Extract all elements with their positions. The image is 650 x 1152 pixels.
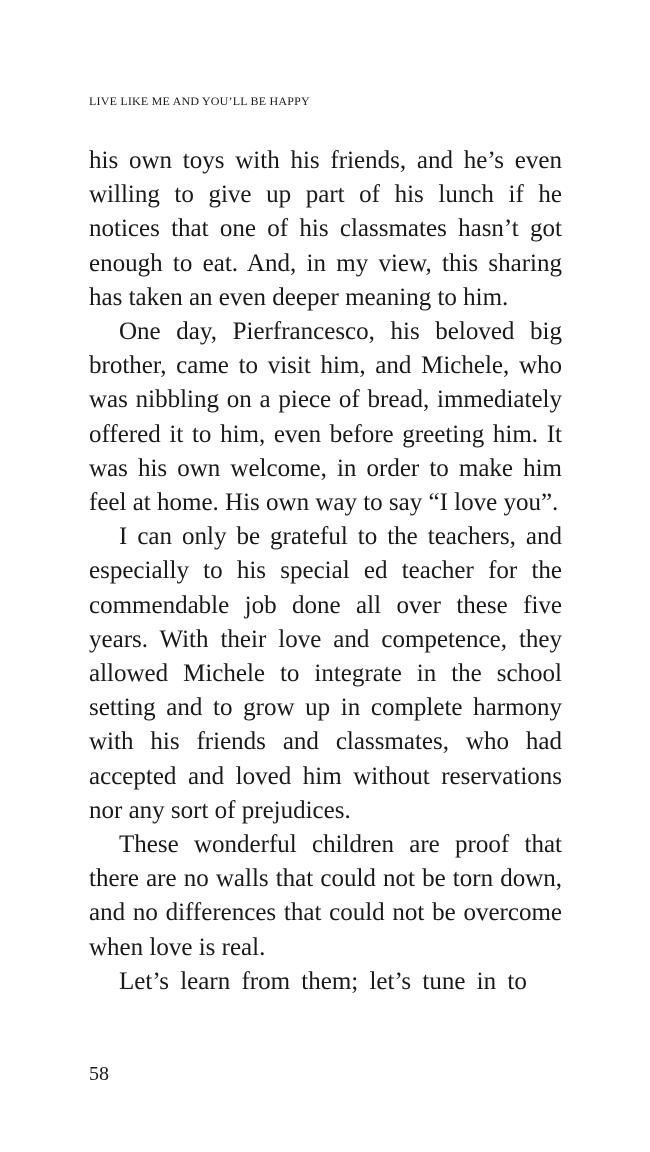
paragraph-pierfrancesco-visit: One day, Pierfrancesco, his beloved big brother, came to visit him, and Michele, who was nibbling on a piece of bread, immediately offered it to him, even before greeting him. It was his own welcome, in order to make him feel at home. His own way to say “I love you”. bbox=[89, 318, 562, 517]
paragraph-continuation: his own toys with his friends, and he’s even willing to give up part of his lunch if he notices that one of his classmates hasn’t got enough to eat. And, in my view, this sharing has taken an even deeper meaning to him. bbox=[89, 147, 562, 311]
page-number: 58 bbox=[89, 1063, 109, 1085]
paragraph-learn-from-them: Let’s learn from them; let’s tune in to bbox=[119, 967, 527, 995]
paragraph-wonderful-children: These wonderful children are proof that there are no walls that could not be torn down, and no differences that could not be overcome when love is real. bbox=[89, 831, 562, 961]
running-header-title: LIVE LIKE ME AND YOU’LL BE HAPPY bbox=[89, 94, 310, 108]
page-body bbox=[89, 144, 562, 999]
paragraph-teachers-gratitude: I can only be grateful to the teachers, and especially to his special ed teacher for the commendable job done all over these five years. With their love and competence, they allowed Michele to integrate in the school setting and to grow up in complete harmony with his friends and classmates, who had accepted and loved him without reservations nor any sort of prejudices. bbox=[89, 523, 562, 824]
